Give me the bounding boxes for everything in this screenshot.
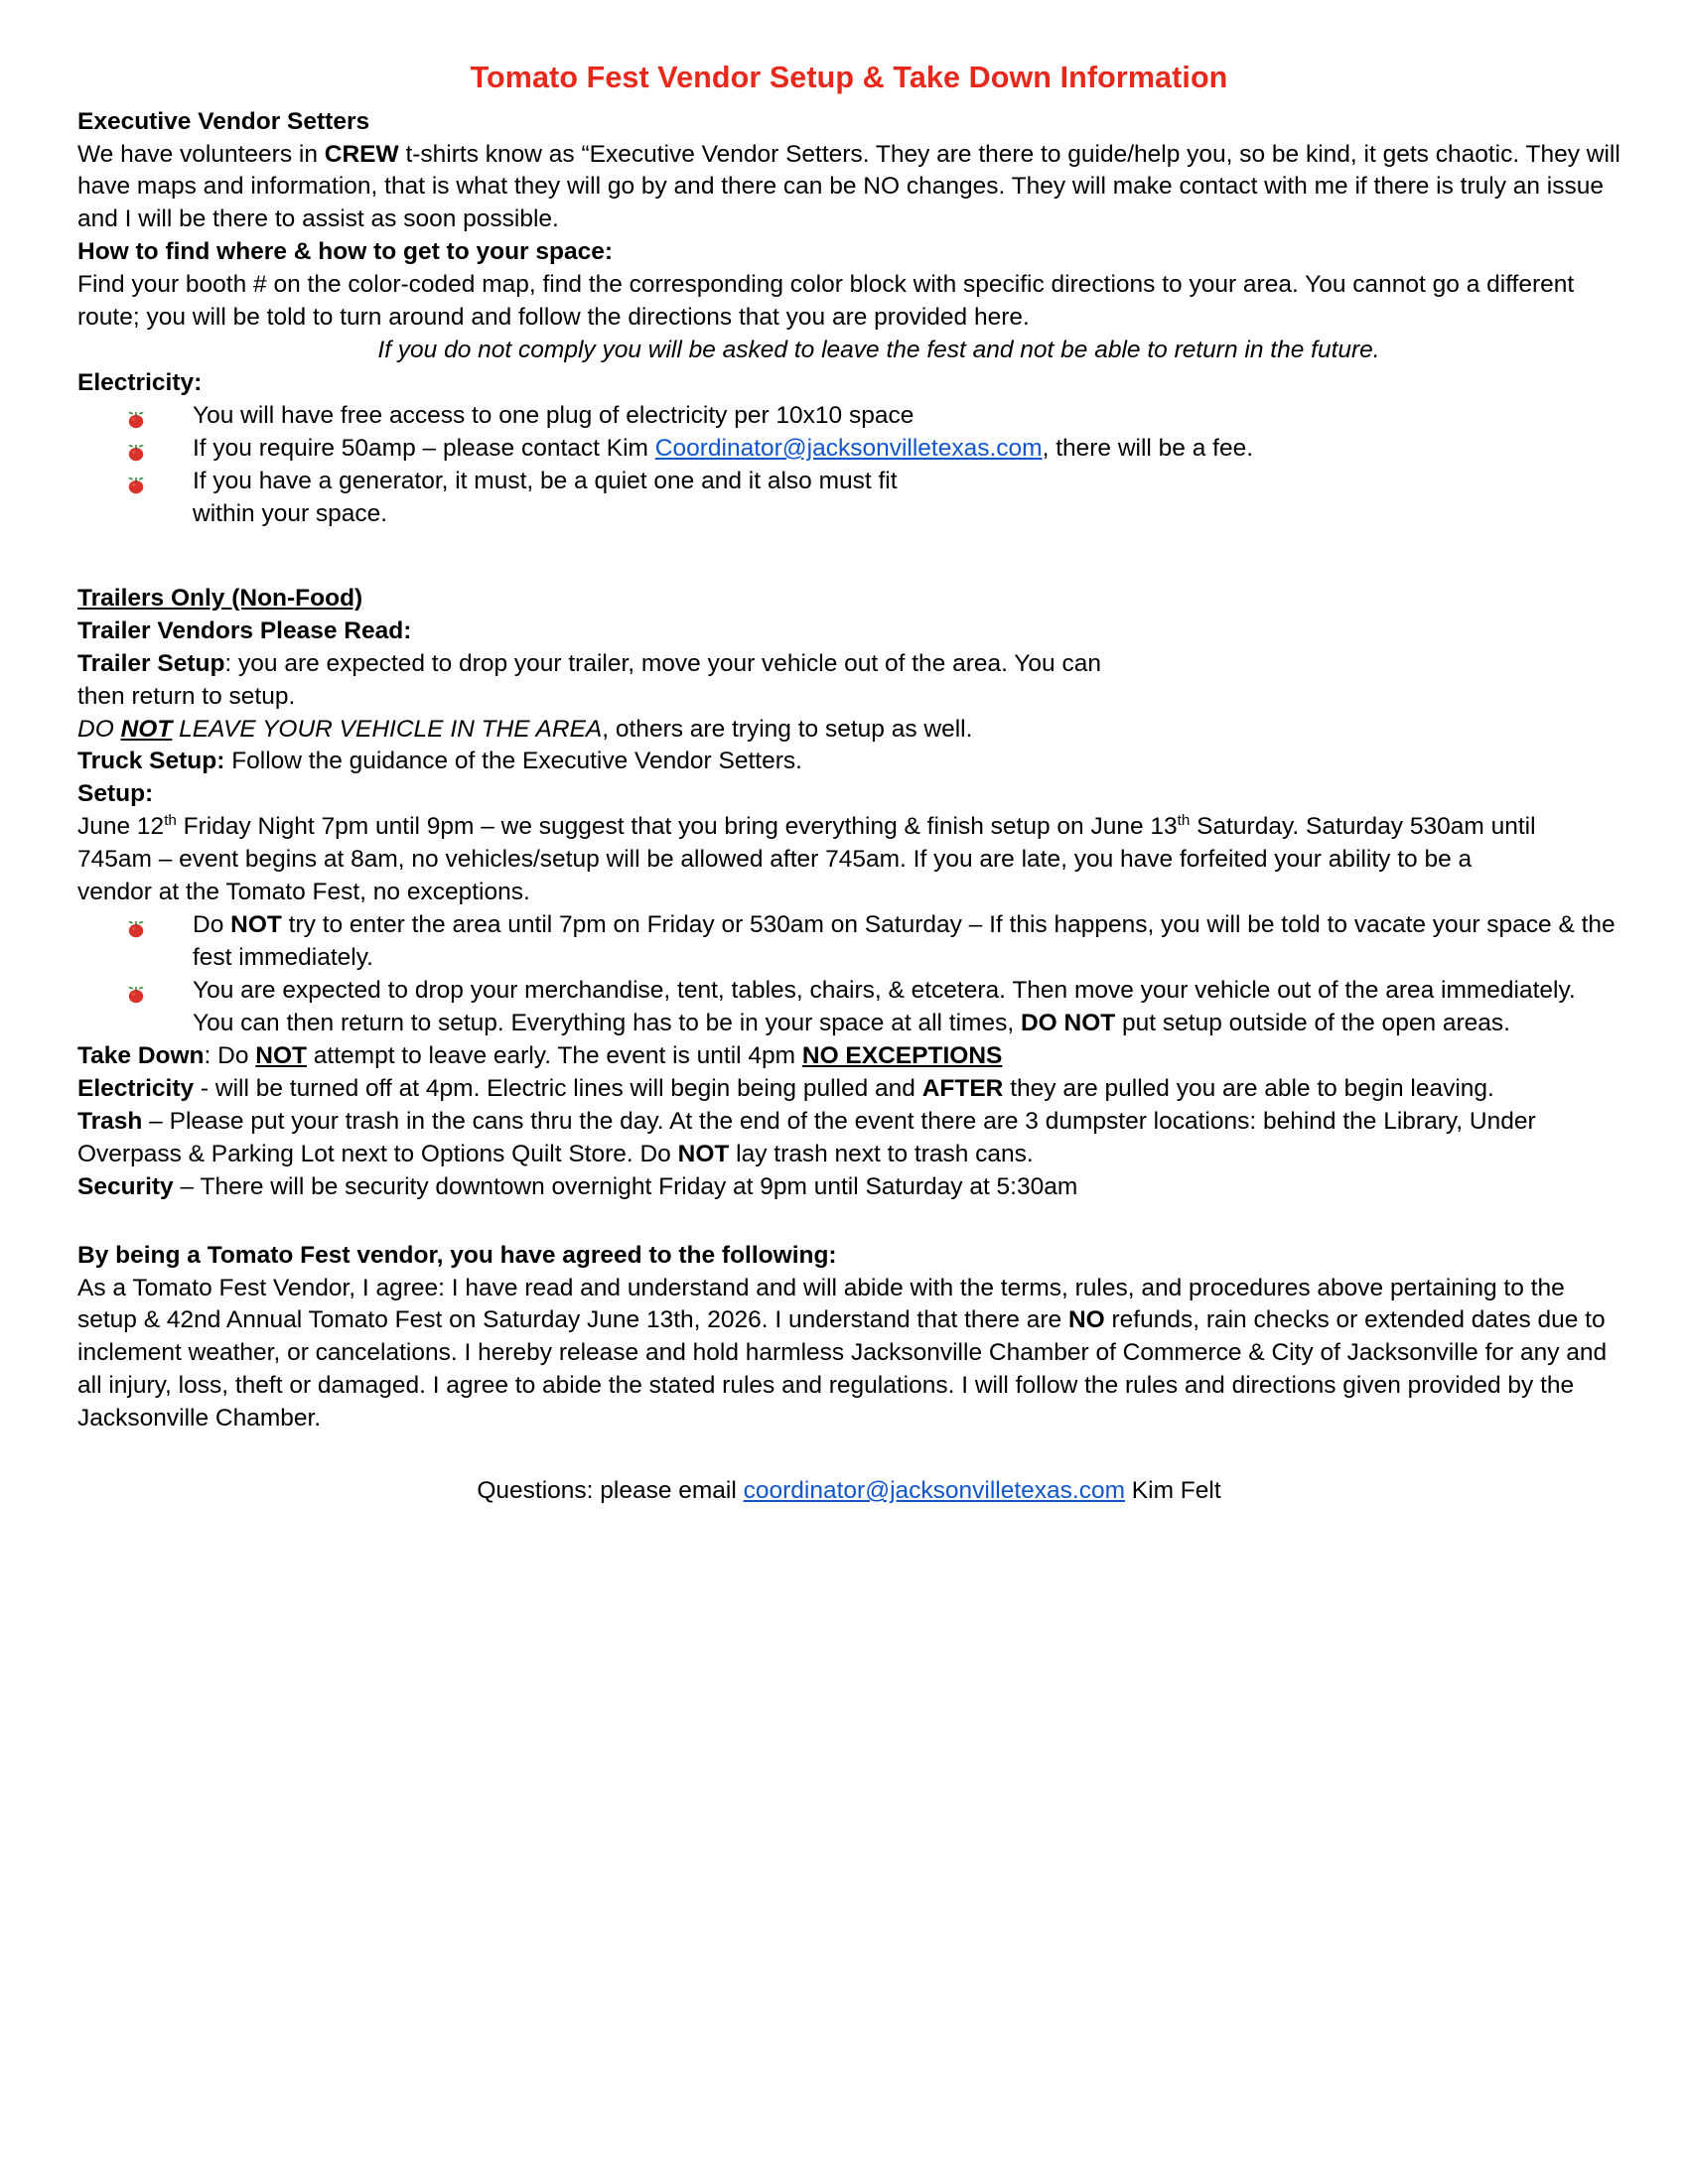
tomato-icon bbox=[125, 475, 147, 496]
list-item-label: If you have a generator, it must, be a quiet one and it also must fit within your space. bbox=[193, 467, 898, 527]
list-item-text-pre: You are expected to drop your merchandise, tent, tables, chairs, & etcetera. Then move your vehicle out of the area immediately. You can then return to setup. Everything has to be in your space at all times, bbox=[193, 977, 1576, 1036]
no-emphasis: NO bbox=[1067, 1306, 1105, 1334]
exec-text-part1: We have volunteers in bbox=[77, 140, 325, 168]
list-item bbox=[77, 909, 1620, 975]
list-item-label: You will have free access to one plug of electricity per 10x10 space bbox=[193, 402, 914, 430]
do-not-body: LEAVE YOUR VEHICLE IN THE AREA bbox=[172, 715, 603, 743]
do-not-suffix: , others are trying to setup as well. bbox=[602, 715, 973, 743]
security-text: – There will be security downtown overnight Friday at 9pm until Saturday at 5:30am bbox=[173, 1172, 1078, 1200]
paragraph-setup-schedule bbox=[77, 811, 1547, 909]
take-down-text-b: attempt to leave early. The event is until 4pm bbox=[306, 1041, 802, 1069]
tomato-icon bbox=[125, 409, 147, 431]
paragraph-questions bbox=[77, 1435, 1620, 1508]
paragraph-take-down bbox=[77, 1040, 1620, 1073]
not-emphasis: NOT bbox=[230, 911, 282, 939]
coordinator-email-link[interactable]: Coordinator@jacksonvilletexas.com bbox=[654, 434, 1043, 462]
do-not-emphasis: DO NOT bbox=[1020, 1009, 1116, 1036]
take-down-text-a: : Do bbox=[204, 1041, 256, 1069]
electricity-takedown-text-a: - will be turned off at 4pm. Electric lines will begin being pulled and bbox=[194, 1074, 922, 1102]
heading-trailer-vendors-read: Trailer Vendors Please Read: bbox=[77, 616, 412, 644]
paragraph-how-to-find: Find your booth # on the color-coded map, find the corresponding color block with specific directions to your area. You cannot go a different route; you will be told to turn around and follow the directions that you are provided here. bbox=[77, 271, 1575, 332]
paragraph-do-not-leave-vehicle bbox=[77, 714, 1620, 747]
do-not-prefix: DO bbox=[77, 715, 121, 743]
list-item-text-post: try to enter the area until 7pm on Friday or 530am on Saturday – If this happens, you will be told to vacate your space & the fest immediately. bbox=[193, 911, 1616, 972]
paragraph-electricity-takedown bbox=[77, 1073, 1620, 1106]
list-item bbox=[77, 975, 1620, 1040]
truck-setup-label: Truck Setup: bbox=[77, 748, 225, 775]
heading-how-to-find: How to find where & how to get to your space: bbox=[77, 238, 614, 266]
trash-label: Trash bbox=[77, 1107, 143, 1135]
setup-line1-text: Friday Night 7pm until 9pm – we suggest that you bring everything & finish setup on June 13 bbox=[176, 813, 1178, 841]
paragraph-trash bbox=[77, 1106, 1620, 1171]
heading-executive-vendor-setters: Executive Vendor Setters bbox=[77, 107, 370, 135]
no-exceptions-emphasis: NO EXCEPTIONS bbox=[801, 1041, 1003, 1069]
list-item-text-post: put setup outside of the open areas. bbox=[1115, 1009, 1510, 1036]
not-emphasis: NOT bbox=[120, 715, 173, 743]
setup-bullet-list bbox=[77, 909, 1620, 1040]
list-item bbox=[77, 400, 1620, 433]
note-comply-warning: If you do not comply you will be asked to leave the fest and not be able to return in the future. bbox=[377, 337, 1380, 364]
exec-crew-bold: CREW bbox=[324, 140, 399, 168]
questions-text-pre: Questions: please email bbox=[477, 1477, 744, 1505]
paragraph-executive-vendor-setters bbox=[77, 139, 1620, 237]
setup-line2-text: Saturday. Saturday 530am until 745am – event begins at 8am, no vehicles/setup will be allowed after 745am. If you are late, you have forfeited your ability to be a vendor at the Tomato Fest, no exceptions. bbox=[77, 813, 1536, 906]
section-spacer bbox=[77, 531, 1620, 583]
exec-text-part2: t-shirts know as “Executive Vendor Setters. They are there to guide/help you, so be kind, it gets chaotic. They will have maps and information, that is what they will go by and there can be NO changes. They will make contact with me if there is truly an issue and I will be there to assist as soon possible. bbox=[77, 140, 1620, 233]
section-spacer bbox=[77, 1204, 1620, 1240]
not-emphasis: NOT bbox=[255, 1041, 307, 1069]
tomato-icon bbox=[125, 918, 147, 940]
trailer-setup-text: : you are expected to drop your trailer, move your vehicle out of the area. You can then return to setup. bbox=[77, 649, 1101, 710]
tomato-icon bbox=[125, 984, 147, 1006]
electricity-takedown-text-b: they are pulled you are able to begin leaving. bbox=[1003, 1074, 1494, 1102]
heading-electricity: Electricity: bbox=[77, 369, 203, 397]
list-item-text-post: , there will be a fee. bbox=[1042, 434, 1254, 462]
security-label: Security bbox=[77, 1172, 174, 1200]
agreement-text-b: refunds, rain checks or extended dates due to inclement weather, or cancelations. I hereby release and hold harmless Jacksonville Chamber of Commerce & City of Jacksonville for any and all injury, loss, theft or damaged. I agree to abide the stated rules and regulations. I will follow the rules and directions given provided by the Jacksonville Chamber. bbox=[77, 1306, 1608, 1433]
coordinator-email-link[interactable]: coordinator@jacksonvilletexas.com bbox=[743, 1477, 1125, 1505]
tomato-icon bbox=[125, 442, 147, 464]
paragraph-trailer-setup bbox=[77, 648, 1155, 714]
paragraph-agreement bbox=[77, 1273, 1620, 1436]
heading-agreement: By being a Tomato Fest vendor, you have agreed to the following: bbox=[77, 1241, 837, 1269]
heading-trailers-only: Trailers Only (Non-Food) bbox=[77, 584, 363, 612]
page-title: Tomato Fest Vendor Setup & Take Down Information bbox=[470, 61, 1228, 94]
paragraph-security bbox=[77, 1171, 1620, 1204]
setup-june13-suffix: th bbox=[1177, 812, 1191, 830]
setup-june12: June 12 bbox=[77, 813, 165, 841]
electricity-bullet-list bbox=[77, 400, 1620, 531]
after-emphasis: AFTER bbox=[921, 1074, 1004, 1102]
not-emphasis: NOT bbox=[677, 1140, 730, 1167]
electricity-takedown-label: Electricity bbox=[77, 1074, 195, 1102]
list-item bbox=[77, 466, 1620, 531]
trash-text-b: lay trash next to trash cans. bbox=[729, 1140, 1034, 1167]
take-down-label: Take Down bbox=[77, 1041, 205, 1069]
truck-setup-text: Follow the guidance of the Executive Vendor Setters. bbox=[224, 748, 802, 775]
trailer-setup-label: Trailer Setup bbox=[77, 649, 225, 677]
agreement-text-a: As a Tomato Fest Vendor, I agree: I have read and understand and will abide with the terms, rules, and procedures above pertaining to the setup & 42nd Annual Tomato Fest on Saturday June 13th, 2026. I understand that there are bbox=[77, 1274, 1565, 1334]
paragraph-truck-setup bbox=[77, 746, 1620, 778]
heading-setup: Setup: bbox=[77, 780, 154, 808]
questions-text-post: Kim Felt bbox=[1125, 1477, 1221, 1505]
setup-june12-suffix: th bbox=[164, 812, 177, 830]
trash-text-a: – Please put your trash in the cans thru the day. At the end of the event there are 3 dumpster locations: behind the Library, Under Overpass & Parking Lot next to Options Quilt Store. Do bbox=[77, 1107, 1536, 1167]
list-item-text-pre: If you require 50amp – please contact Kim bbox=[193, 434, 655, 462]
list-item-text-pre: Do bbox=[193, 911, 231, 939]
list-item bbox=[77, 433, 1620, 466]
